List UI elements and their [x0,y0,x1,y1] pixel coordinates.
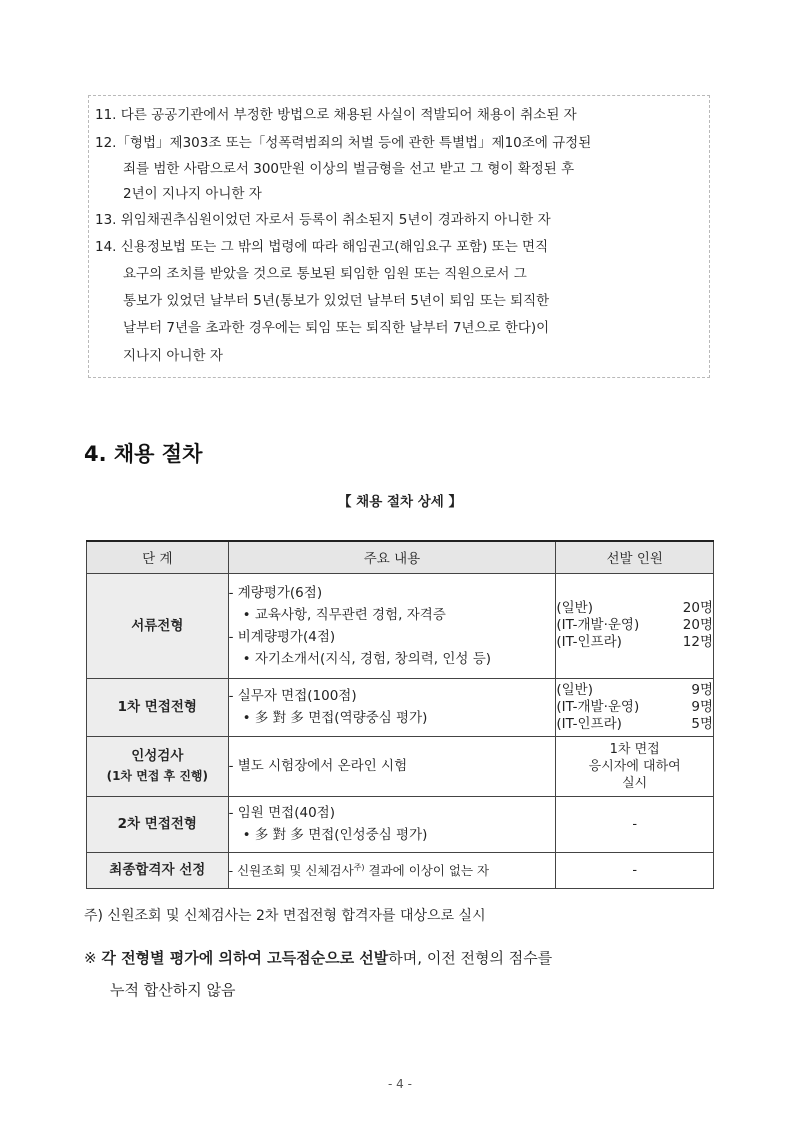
selection-line [556,600,713,617]
stage-label: 인성검사 [131,748,184,764]
remark-bold: 각 전형별 평가에 의하여 고득점순으로 선발 [101,949,389,967]
selection-value: 12명 [682,634,713,650]
selection-label: (IT-인프라) [556,634,622,650]
content-line: • 자기소개서(지식, 경험, 창의력, 인성 등) [242,650,492,667]
stage-interview-2: 2차 면접전형 [87,796,229,852]
stage-sublabel: (1차 면접 후 진행) [106,769,208,783]
selection-final: - [556,852,714,888]
selection-label: (일반) [556,681,593,698]
content-line: - 임원 면접(40점) [228,805,335,821]
content-line: - 실무자 면접(100점) [228,688,357,704]
footnote-mark: 주) [353,863,365,873]
stage-document: 서류전형 [87,573,229,678]
selection-interview-1 [556,678,714,736]
page-number: - 4 - [388,1077,412,1091]
selection-value: 5명 [691,715,713,732]
selection-value: 20명 [682,617,713,633]
content-line: - 계량평가(6점) [228,584,323,601]
content-line: • 多 對 多 면접(인성중심 평가) [242,827,428,843]
selection-line [556,682,713,699]
criteria-item-12: 12.「형법」제303조 또는「성폭력범죄의 처벌 등에 관한 특별법」제10조에 규정된 [95,135,592,151]
content-interview-1 [228,678,556,736]
footnote: 주) 신원조회 및 신체검사는 2차 면접전형 합격자를 대상으로 실시 [84,908,486,924]
table-row [87,852,714,888]
reference-mark: ※ [84,949,97,967]
selection-value: 20명 [682,600,713,616]
table-header-row [87,541,714,573]
criteria-item-11: 11. 다른 공공기관에서 부정한 방법으로 채용된 사실이 적발되어 채용이 취소된 자 [95,107,577,123]
table-row [87,573,714,678]
criteria-item-14-line3: 통보가 있었던 날부터 5년(통보가 있었던 날부터 5년이 퇴임 또는 퇴직한 [123,293,550,309]
selection-label: (IT-개발·운영) [556,617,640,633]
selection-label: (일반) [556,600,593,616]
criteria-item-12-line3: 2년이 지나지 아니한 자 [123,186,262,202]
content-interview-2 [228,796,556,852]
stage-personality-test [87,736,229,796]
selection-value: 9명 [691,681,713,698]
selection-line: 실시 [622,775,648,791]
table-row [87,736,714,796]
selection-interview-2: - [556,796,714,852]
content-line: - 신원조회 및 신체검사 [228,863,354,879]
criteria-item-14-line5: 지나지 아니한 자 [123,348,223,364]
selection-value: 9명 [691,698,713,715]
remark [84,947,552,968]
content-line: - 비계량평가(4점) [228,628,336,645]
section-title: 4. 채용 절차 [84,442,203,466]
content-personality-test [228,736,556,796]
table-row [87,796,714,852]
selection-label: (IT-인프라) [556,715,622,732]
selection-line: 1차 면접 [609,741,660,757]
stage-final-selection: 최종합격자 선정 [87,852,229,888]
criteria-item-12-line2: 죄를 범한 사람으로서 300만원 이상의 벌금형을 선고 받고 그 형이 확정된 후 [123,161,575,177]
selection-personality-test [556,736,714,796]
criteria-item-14-line4: 날부터 7년을 초과한 경우에는 퇴임 또는 퇴직한 날부터 7년으로 한다)이 [123,320,550,336]
selection-line [556,617,713,634]
selection-line [556,699,713,716]
selection-document [556,573,714,678]
table-title: 【 채용 절차 상세 】 [337,494,463,510]
content-line: • 多 對 多 면접(역량중심 평가) [242,710,428,726]
remark-rest: 하며, 이전 전형의 점수를 [388,949,553,967]
selection-line: 응시자에 대하여 [588,758,681,774]
content-final-selection [228,852,556,888]
header-selection: 선발 인원 [556,541,714,573]
criteria-item-14: 14. 신용정보법 또는 그 밖의 법령에 따라 해임권고(해임요구 포함) 또는 면직 [95,239,549,255]
header-stage: 단 계 [87,541,229,573]
content-line: - 별도 시험장에서 온라인 시험 [228,758,408,774]
content-line-tail: 결과에 이상이 없는 자 [364,863,490,879]
selection-line [556,634,713,651]
selection-label: (IT-개발·운영) [556,698,640,715]
selection-line [556,716,713,733]
content-line: • 교육사항, 직무관련 경험, 자격증 [242,606,446,623]
table-row [87,678,714,736]
remark-line2: 누적 합산하지 않음 [110,981,236,999]
criteria-item-14-line2: 요구의 조치를 받았을 것으로 통보된 퇴임한 임원 또는 직원으로서 그 [123,266,527,282]
content-document [228,573,556,678]
header-content: 주요 내용 [228,541,556,573]
recruitment-procedure-table [86,540,714,889]
criteria-item-13: 13. 위임채권추심원이었던 자로서 등록이 취소된지 5년이 경과하지 아니한 자 [95,212,551,228]
stage-interview-1: 1차 면접전형 [87,678,229,736]
